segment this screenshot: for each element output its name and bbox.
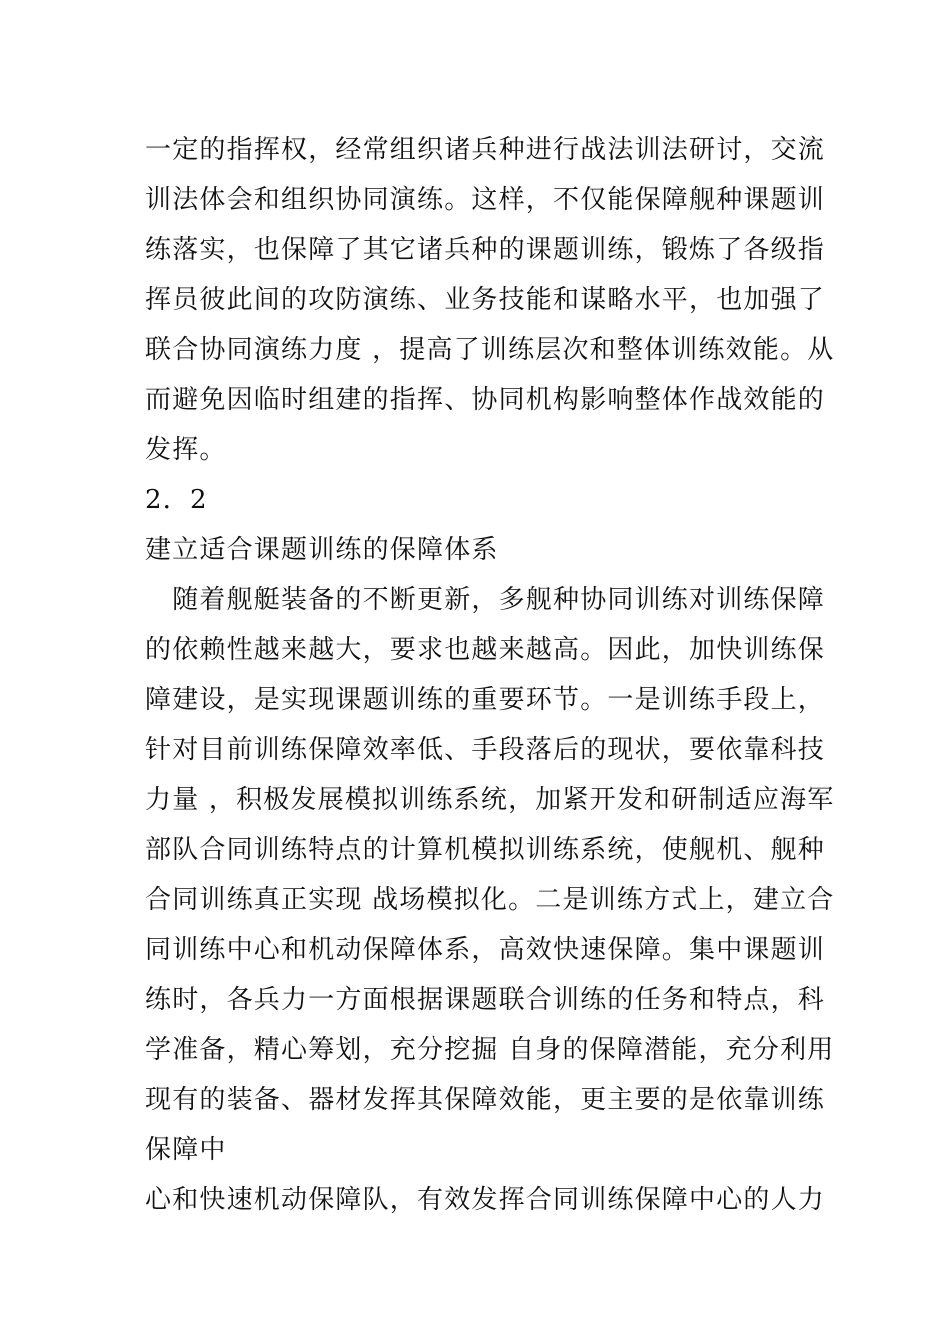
text-line: 部队合同训练特点的计算机模拟训练系统，使舰机、舰种 (145, 835, 826, 865)
text-line: 合同训练真正实现 战场模拟化。二是训练方式上，建立合 (145, 885, 835, 915)
text-line: 挥员彼此间的攻防演练、业务技能和谋略水平，也加强了 (145, 285, 826, 315)
text-line: 障建设，是实现课题训练的重要环节。一是训练手段上， (145, 685, 826, 715)
section-heading: 建立适合课题训练的保障体系 (145, 535, 499, 565)
text-line: 保障中 (145, 1135, 227, 1165)
text-line: 联合协同演练力度 ，提高了训练层次和整体训练效能。从 (145, 335, 835, 365)
text-line: 训法体会和组织协同演练。这样，不仅能保障舰种课题训 (145, 185, 826, 215)
text-line: 的依赖性越来越大，要求也越来越高。因此，加快训练保 (145, 635, 826, 665)
text-line: 随着舰艇装备的不断更新，多舰种协同训练对训练保障 (145, 585, 826, 615)
text-line: 练时，各兵力一方面根据课题联合训练的任务和特点，科 (145, 985, 826, 1015)
text-line: 学准备，精心筹划，充分挖掘 自身的保障潜能，充分利用 (145, 1035, 835, 1065)
text-line: 力量 ，积极发展模拟训练系统，加紧开发和研制适应海军 (145, 785, 835, 815)
section-number: 2．2 (145, 485, 208, 515)
text-line: 练落实，也保障了其它诸兵种的课题训练，锻炼了各级指 (145, 235, 826, 265)
text-line: 而避免因临时组建的指挥、协同机构影响整体作战效能的 (145, 385, 826, 415)
text-line: 一定的指挥权，经常组织诸兵种进行战法训法研讨，交流 (145, 135, 826, 165)
text-line: 同训练中心和机动保障体系，高效快速保障。集中课题训 (145, 935, 826, 965)
text-line: 针对目前训练保障效率低、手段落后的现状，要依靠科技 (145, 735, 826, 765)
text-line: 现有的装备、器材发挥其保障效能，更主要的是依靠训练 (145, 1085, 826, 1115)
text-line: 心和快速机动保障队，有效发挥合同训练保障中心的人力 (145, 1185, 826, 1215)
text-line: 发挥。 (145, 435, 227, 465)
